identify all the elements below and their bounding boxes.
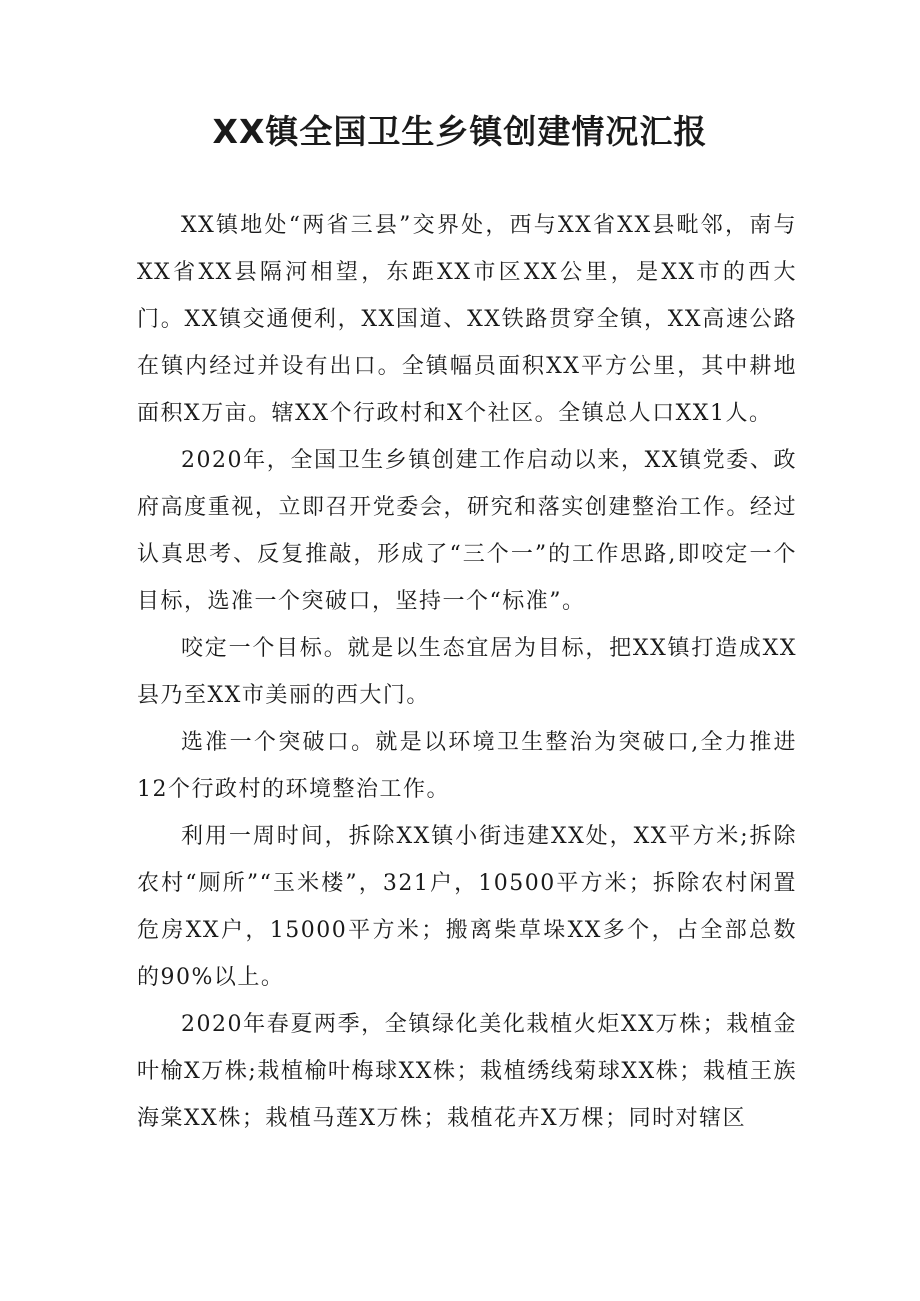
paragraph-demolition: 利用一周时间，拆除XX镇小街违建XX处，XX平方米;拆除农村“厕所”“玉米楼”，321户，10500平方米；拆除农村闲置危房XX户，15000平方米；搬离柴草垛XX多个，占全部总数的90%以上。 <box>137 824 797 990</box>
document-body <box>137 202 797 1142</box>
paragraph-breakthrough: 选准一个突破口。就是以环境卫生整治为突破口,全力推进12个行政村的环境整治工作。 <box>137 730 797 802</box>
paragraph-goal: 咬定一个目标。就是以生态宜居为目标，把XX镇打造成XX县乃至XX市美丽的西大门。 <box>137 636 797 708</box>
paragraph-work-approach: 2020年，全国卫生乡镇创建工作启动以来，XX镇党委、政府高度重视，立即召开党委会，研究和落实创建整治工作。经过认真思考、反复推敲，形成了“三个一”的工作思路,即咬定一个目标，选准一个突破口，坚持一个“标准”。 <box>137 448 797 614</box>
paragraph-town-overview: XX镇地处“两省三县”交界处，西与XX省XX县毗邻，南与XX省XX县隔河相望，东距XX市区XX公里，是XX市的西大门。XX镇交通便利，XX国道、XX铁路贯穿全镇，XX高速公路在镇内经过并设有出口。全镇幅员面积XX平方公里，其中耕地面积X万亩。辖XX个行政村和X个社区。全镇总人口XX1人。 <box>137 213 797 426</box>
paragraph-greening: 2020年春夏两季，全镇绿化美化栽植火炬XX万株；栽植金叶榆X万株;栽植榆叶梅球XX株；栽植绣线菊球XX株；栽植王族海棠XX株；栽植马莲X万株；栽植花卉X万棵；同时对辖区 <box>137 1012 797 1131</box>
document-title: XX镇全国卫生乡镇创建情况汇报 <box>212 112 708 151</box>
